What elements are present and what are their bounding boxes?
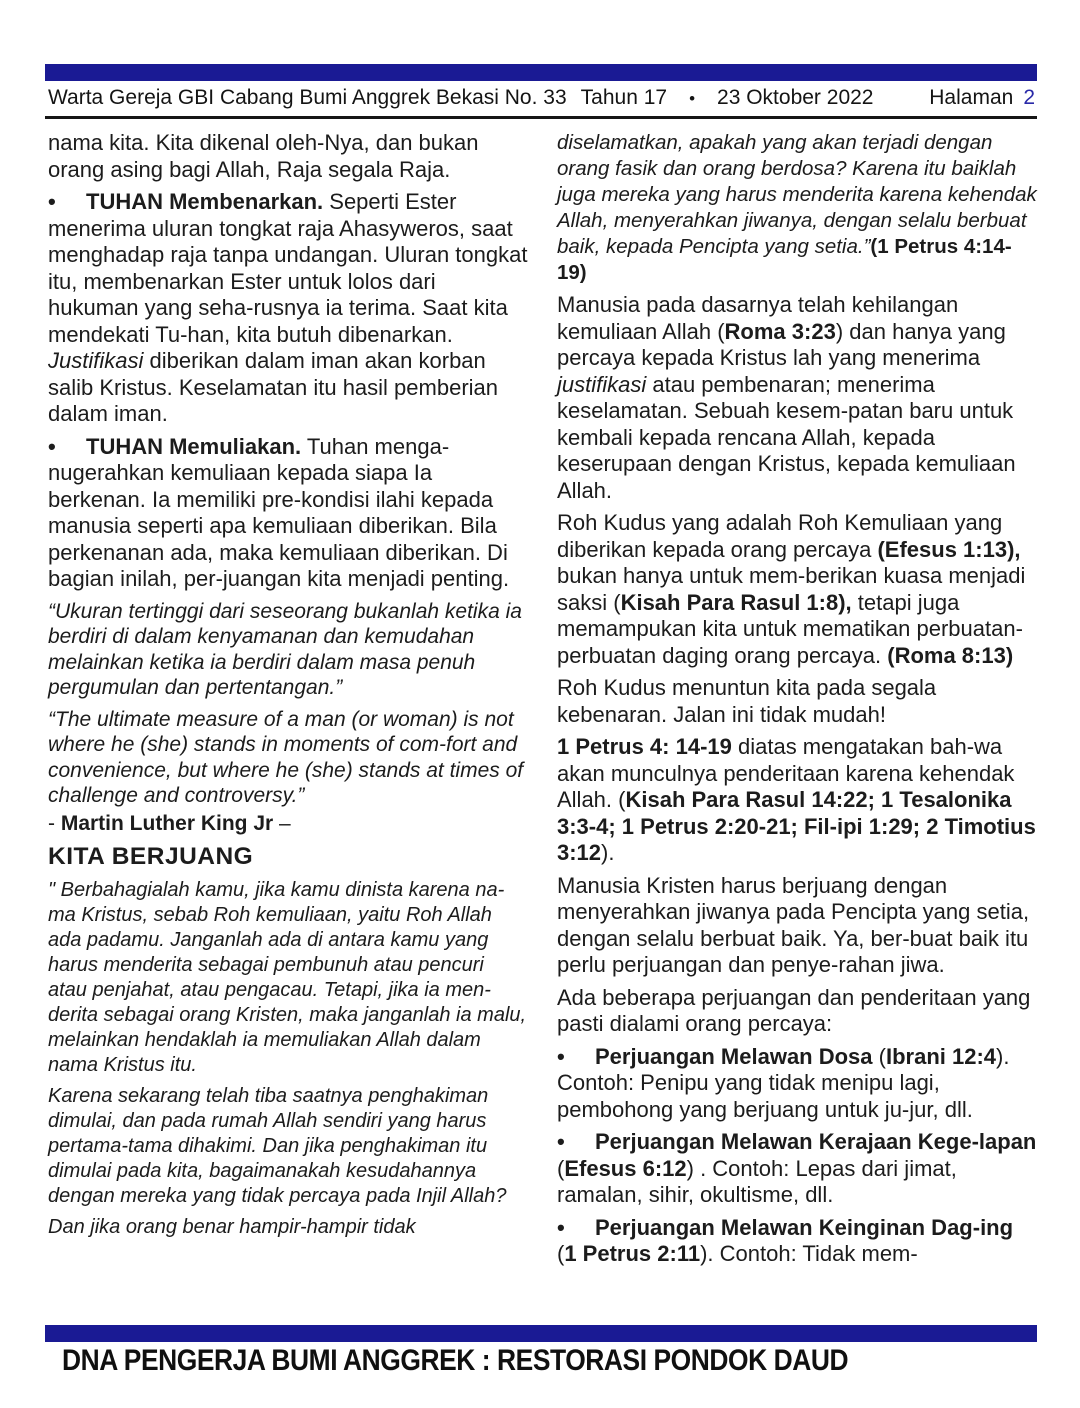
quote-attribution: - Martin Luther King Jr –: [48, 811, 291, 835]
separator-dot: •: [689, 89, 696, 108]
article-body: [48, 130, 1037, 1274]
scripture-reference: Kisah Para Rasul 14:22; 1 Tesalonika 3:3-4; 1 Petrus 2:20-21; Fil-ipi 1:29; 2 Timotius 3:12: [557, 787, 1036, 865]
scripture-reference: Roma 3:23: [724, 318, 836, 344]
quote-paragraph: “The ultimate measure of a man (or woman) is not where he (she) stands in moments of com-fort and convenience, but where he (she) stands at times of challenge and controversy.”: [48, 707, 524, 807]
left-column: [48, 130, 528, 1274]
run-in-heading: Perjuangan Melawan Dosa: [595, 1043, 873, 1069]
scripture-reference: Ibrani 12:4: [885, 1043, 997, 1069]
scripture-reference: Efesus 6:12: [564, 1155, 687, 1181]
body-paragraph: Roh Kudus menuntun kita pada segala kebenaran. Jalan ini tidak mudah!: [557, 675, 937, 727]
scripture-reference: (Efesus 1:13),: [877, 536, 1021, 562]
bullet-item: • TUHAN Membenarkan. Seperti Ester menerima uluran tongkat raja Ahasyweros, saat menghadap raja tanpa undangan. Uluran tongkat itu, membenarkan Ester untuk lolos dari hukuman yang seha-rusnya ia terima. Saat kita mendekati Tu-han, kita butuh dibenarkan. Justifikasi diberikan dalam iman akan korban salib Kristus. Keselamatan itu hasil pemberian dalam iman.: [48, 189, 528, 426]
page-number: 2: [1023, 86, 1035, 109]
issue-date: 23 Oktober 2022: [717, 86, 874, 109]
page-header: [48, 86, 1035, 110]
run-in-heading: Perjuangan Melawan Kerajaan Kege-lapan: [595, 1129, 1037, 1154]
scripture-reference: Kisah Para Rasul 1:8),: [620, 589, 852, 615]
scripture-reference: 1 Petrus 2:11: [564, 1241, 701, 1266]
bullet-icon: •: [48, 189, 56, 214]
body-paragraph: Ada beberapa perjuangan dan penderitaan yang pasti dialami orang percaya:: [557, 984, 1031, 1036]
page-label: Halaman: [929, 86, 1014, 109]
body-paragraph: Manusia pada dasarnya telah kehilangan kemuliaan Allah (Roma 3:23) dan hanya yang percaya kepada Kristus lah yang menerima justifikasi atau pembenaran; menerima keselamatan. Sebuah kesem-patan baru untuk kembali kepada rencana Allah, kepada keserupaan dengan Kristus, kepada kemuliaan Allah.: [557, 292, 1016, 503]
bullet-item: • TUHAN Memuliakan. Tuhan menga-nugerahkan kemuliaan kepada siapa Ia berkenan. Ia memiliki pre-kondisi ilahi kepada manusia seperti apa kemuliaan diberikan. Bila perkenanan ada, maka kemuliaan diberikan. Di bagian inilah, per-juangan kita menjadi penting.: [48, 433, 510, 591]
bullet-item: • Perjuangan Melawan Dosa (Ibrani 12:4). Contoh: Penipu yang tidak menipu lagi, pembohong yang berjuang untuk ju-jur, dll.: [557, 1043, 1010, 1122]
body-paragraph: 1 Petrus 4: 14-19 diatas mengatakan bah-wa akan munculnya penderitaan karena kehendak Allah. (Kisah Para Rasul 14:22; 1 Tesalonika 3:3-4; 1 Petrus 2:20-21; Fil-ipi 1:29; 2 Timotius 3:12).: [557, 734, 1036, 865]
body-paragraph: Manusia Kristen harus berjuang dengan menyerahkan jiwanya pada Pencipta yang setia, dengan selalu berbuat baik. Ya, ber-buat baik itu perlu perjuangan dan penye-rahan jiwa.: [557, 872, 1030, 977]
scripture-quote: " Berbahagialah kamu, jika kamu dinista karena na-ma Kristus, sebab Roh kemuliaan, yaitu Roh Allah ada padamu. Janganlah ada di antara kamu yang harus menderita sebagai pembunuh atau pencuri atau penjahat, atau pengacau. Tetapi, jika ia men-derita sebagai orang Kristen, maka janganlah ia malu, melainkan hendaklah ia memuliakan Allah dalam nama Kristus itu.: [48, 879, 527, 1076]
header-rule: [45, 116, 1037, 119]
section-heading: KITA BERJUANG: [48, 843, 254, 870]
scripture-quote: Karena sekarang telah tiba saatnya penghakiman dimulai, dan pada rumah Allah sendiri yang harus pertama-tama dihakimi. Dan jika penghakiman itu dimulai pada kita, bagaimanakah kesudahannya dengan mereka yang tidak percaya pada Injil Allah?: [48, 1085, 507, 1207]
bullet-icon: •: [557, 1043, 565, 1069]
run-in-heading: TUHAN Membenarkan.: [86, 189, 324, 214]
bullet-icon: •: [557, 1129, 565, 1154]
bullet-item: • Perjuangan Melawan Keinginan Dag-ing (1 Petrus 2:11). Contoh: Tidak mem-: [557, 1214, 1014, 1266]
footer-accent-bar: [45, 1325, 1037, 1342]
run-in-heading: TUHAN Memuliakan.: [86, 433, 302, 459]
scripture-quote: Dan jika orang benar hampir-hampir tidak: [48, 1216, 416, 1238]
scripture-reference: (1 Petrus 4:14-19): [557, 235, 1012, 284]
attribution-name: Martin Luther King Jr: [60, 811, 274, 835]
scripture-reference: (Roma 8:13): [887, 642, 1014, 668]
bullet-icon: •: [557, 1214, 565, 1240]
top-accent-bar: [45, 64, 1037, 81]
body-paragraph: Roh Kudus yang adalah Roh Kemuliaan yang diberikan kepada orang percaya (Efesus 1:13), bukan hanya untuk mem-berikan kuasa menjadi saksi (Kisah Para Rasul 1:8), tetapi juga memampukan kita untuk mematikan perbuatan-perbuatan daging orang percaya. (Roma 8:13): [557, 510, 1026, 668]
scripture-quote: diselamatkan, apakah yang akan terjadi dengan orang fasik dan orang berdosa? Karena itu baiklah juga mereka yang harus menderita karena kehendak Allah, menyerahkan jiwanya, dengan selalu berbuat baik, kepada Pencipta yang setia.”(1 Petrus 4:14-19): [557, 131, 1037, 284]
newsletter-volume: Tahun 17: [580, 86, 668, 109]
bullet-icon: •: [48, 433, 56, 459]
bullet-item: • Perjuangan Melawan Kerajaan Kege-lapan (Efesus 6:12) . Contoh: Lepas dari jimat, ramalan, sihir, okultisme, dll.: [557, 1129, 1037, 1207]
newsletter-title: Warta Gereja GBI Cabang Bumi Anggrek Bekasi No. 33: [48, 86, 567, 109]
right-column: [557, 130, 1037, 1274]
scripture-reference: 1 Petrus 4: 14-19: [557, 734, 732, 759]
quote-paragraph: “Ukuran tertinggi dari seseorang bukanlah ketika ia berdiri di dalam kenyamanan dan kemudahan melainkan ketika ia berdiri dalam masa penuh pergumulan dan pertentangan.”: [48, 599, 522, 699]
footer-banner: DNA PENGERJA BUMI ANGGREK : RESTORASI PONDOK DAUD: [62, 1344, 849, 1377]
run-in-heading: Perjuangan Melawan Keinginan Dag-ing: [595, 1214, 1014, 1240]
body-paragraph: nama kita. Kita dikenal oleh-Nya, dan bukan orang asing bagi Allah, Raja segala Raja.: [48, 130, 479, 182]
